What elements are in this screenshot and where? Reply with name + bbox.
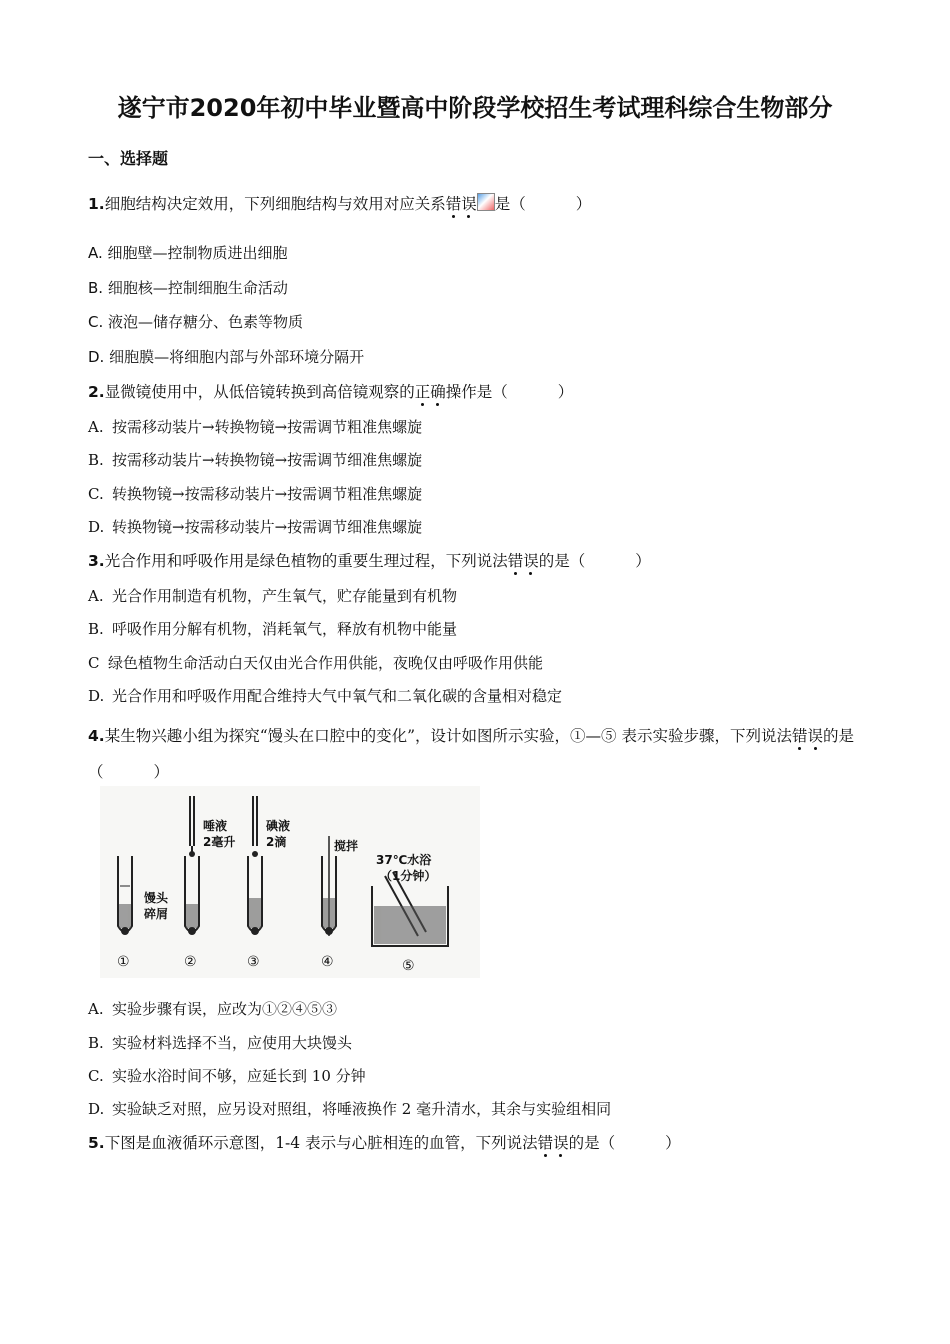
option-d xyxy=(88,516,422,537)
bread-label-2: 碎屑 xyxy=(144,907,169,921)
option-a xyxy=(88,242,288,263)
option-text: 光合作用和呼吸作用配合维持大气中氧气和二氧化碳的含量相对稳定 xyxy=(112,687,563,705)
question-number: 5. xyxy=(88,1134,105,1152)
paren-close: ） xyxy=(665,1134,681,1152)
question-5 xyxy=(88,1131,878,1153)
option-text: 实验缺乏对照，应另设对照组，将唾液换作 2 毫升清水，其余与实验组相同 xyxy=(112,1100,612,1118)
option-text: 实验步骤有误，应改为①②④⑤③ xyxy=(112,1000,338,1018)
paren-close: ） xyxy=(575,195,592,213)
option-text: 液泡—储存糖分、色素等物质 xyxy=(108,313,304,331)
question-number: 4. xyxy=(88,727,105,745)
bread-label: 馒头 xyxy=(144,891,169,905)
paren-close: ） xyxy=(557,383,574,401)
question-stem-end: 的是（ xyxy=(88,727,855,781)
emphasis-char: 错 xyxy=(445,195,462,213)
bath-label: 37℃水浴 xyxy=(376,853,432,867)
iodine-label: 碘液 xyxy=(266,819,291,833)
option-a xyxy=(88,585,457,606)
option-text: 转换物镜→按需移动装片→按需调节细准焦螺旋 xyxy=(112,518,423,536)
question-number: 2. xyxy=(88,383,105,401)
option-b xyxy=(88,618,457,639)
option-letter: A. xyxy=(88,1000,104,1018)
question-1 xyxy=(88,192,878,214)
question-number: 1. xyxy=(88,195,105,213)
option-text: 细胞壁—控制物质进出细胞 xyxy=(107,244,288,262)
emphasis-char: 错 xyxy=(537,1134,554,1152)
question-2 xyxy=(88,380,878,402)
option-letter: A. xyxy=(88,244,103,262)
step-2: ② xyxy=(184,954,197,970)
emphasis-char: 误 xyxy=(553,1134,569,1152)
option-d xyxy=(88,346,364,367)
section-heading: 一、选择题 xyxy=(88,149,169,168)
bath-time: （1分钟） xyxy=(380,869,437,883)
step-4: ④ xyxy=(321,954,334,970)
option-text: 转换物镜→按需移动装片→按需调节粗准焦螺旋 xyxy=(112,485,423,503)
question-stem: 光合作用和呼吸作用是绿色植物的重要生理过程，下列说法 xyxy=(104,552,508,570)
option-letter: D. xyxy=(88,348,105,366)
option-letter: B. xyxy=(88,451,104,469)
option-text: 细胞核—控制细胞生命活动 xyxy=(107,279,288,297)
option-text: 按需移动装片→转换物镜→按需调节细准焦螺旋 xyxy=(112,451,423,469)
experiment-diagram xyxy=(100,786,480,978)
question-stem-end: 的是（ xyxy=(538,552,586,570)
experiment-figure xyxy=(100,786,480,978)
option-text: 按需移动装片→转换物镜→按需调节粗准焦螺旋 xyxy=(112,418,423,436)
iodine-amount: 2滴 xyxy=(266,835,287,849)
option-a xyxy=(88,998,337,1019)
step-5: ⑤ xyxy=(402,958,415,974)
option-text: 实验水浴时间不够，应延长到 10 分钟 xyxy=(112,1067,366,1085)
option-letter: A. xyxy=(88,587,104,605)
question-4 xyxy=(88,718,858,790)
page-title: 遂宁市2020年初中毕业暨高中阶段学校招生考试理科综合生物部分 xyxy=(117,94,833,122)
emphasis-char: 错 xyxy=(507,552,524,570)
question-stem-end: 是（ xyxy=(494,195,526,213)
option-d xyxy=(88,1098,611,1119)
paren-close: ） xyxy=(153,763,170,781)
stir-label: 搅拌 xyxy=(334,839,359,853)
emphasis-char: 误 xyxy=(807,727,823,745)
option-text: 呼吸作用分解有机物，消耗氧气，释放有机物中能量 xyxy=(112,620,458,638)
emphasis-char: 错 xyxy=(791,727,808,745)
saliva-label: 唾液 xyxy=(203,819,228,833)
question-stem-end: 操作是（ xyxy=(445,383,508,401)
option-c xyxy=(88,311,303,332)
option-letter: C. xyxy=(88,313,104,331)
option-b xyxy=(88,1032,352,1053)
emphasis-char: 误 xyxy=(523,552,539,570)
option-c xyxy=(88,652,543,673)
option-letter: C. xyxy=(88,1067,104,1085)
question-stem: 显微镜使用中，从低倍镜转换到高倍镜观察的 xyxy=(104,383,415,401)
question-stem-end: 的是（ xyxy=(568,1134,616,1152)
question-stem: 细胞结构决定效用，下列细胞结构与效用对应关系 xyxy=(104,195,446,213)
paren-close: ） xyxy=(635,552,651,570)
option-letter: D. xyxy=(88,1100,105,1118)
option-letter: A. xyxy=(88,418,104,436)
question-stem: 某生物兴趣小组为探究“馒头在口腔中的变化”，设计如图所示实验，①—⑤ 表示实验步骤，下列说法 xyxy=(104,727,792,745)
option-letter: B. xyxy=(88,620,104,638)
emphasis-char: 确 xyxy=(430,383,446,401)
saliva-amount: 2毫升 xyxy=(203,835,236,849)
question-3 xyxy=(88,549,878,571)
option-text: 绿色植物生命活动白天仅由光合作用供能，夜晚仅由呼吸作用供能 xyxy=(108,654,544,672)
step-1: ① xyxy=(117,954,130,970)
step-3: ③ xyxy=(247,954,260,970)
option-text: 光合作用制造有机物，产生氧气，贮存能量到有机物 xyxy=(112,587,458,605)
option-a xyxy=(88,416,422,437)
image-placeholder-icon xyxy=(477,193,495,211)
option-text: 实验材料选择不当，应使用大块馒头 xyxy=(112,1034,353,1052)
option-letter: C. xyxy=(88,485,104,503)
option-b xyxy=(88,449,422,470)
option-b xyxy=(88,277,288,298)
question-number: 3. xyxy=(88,552,105,570)
question-stem: 下图是血液循环示意图，1-4 表示与心脏相连的血管，下列说法 xyxy=(104,1134,538,1152)
option-c xyxy=(88,1065,366,1086)
option-letter: C xyxy=(88,654,100,672)
option-letter: B. xyxy=(88,279,104,297)
option-d xyxy=(88,685,562,706)
option-text: 细胞膜—将细胞内部与外部环境分隔开 xyxy=(109,348,365,366)
option-letter: D. xyxy=(88,687,105,705)
emphasis-char: 误 xyxy=(461,195,477,213)
option-c xyxy=(88,483,422,504)
option-letter: D. xyxy=(88,518,105,536)
emphasis-char: 正 xyxy=(414,383,431,401)
option-letter: B. xyxy=(88,1034,104,1052)
